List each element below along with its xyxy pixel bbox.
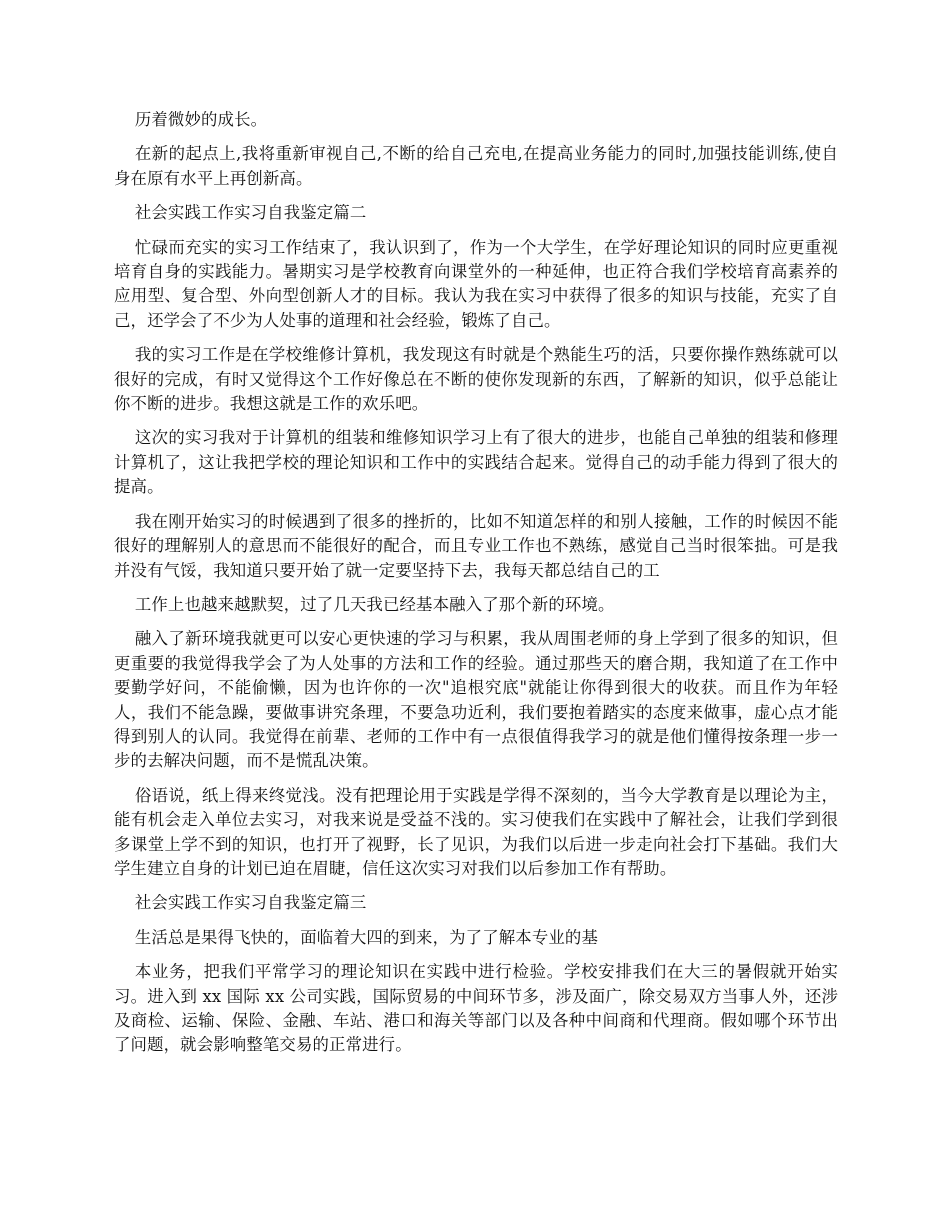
section-heading-part-three: 社会实践工作实习自我鉴定篇三 (134, 893, 367, 913)
paragraph-trade-internship: 本业务，把我们平常学习的理论知识在实践中进行检验。学校安排我们在大三的暑假就开始实习。进入到 xx 国际 xx 公司实践，国际贸易的中间环节多，涉及面广，除交易双方当事人外，还涉及商检、运输、保险、金融、车站、港口和海关等部门以及各种中间商和代理商。假如哪个环节出了问题，就会影响整笔交易的正常进行。 (114, 962, 838, 1055)
paragraph-internship-ended: 忙碌而充实的实习工作结束了，我认识到了，作为一个大学生，在学好理论知识的同时应更重视培育自身的实践能力。暑期实习是学校教育向课堂外的一种延伸，也正符合我们学校培育高素养的应用型、复合型、外向型创新人才的目标。我认为我在实习中获得了很多的知识与技能，充实了自己，还学会了不少为人处事的道理和社会经验，锻炼了自己。 (114, 237, 838, 330)
paragraph-early-setbacks: 我在刚开始实习的时候遇到了很多的挫折的，比如不知道怎样的和别人接触，工作的时候因不能很好的理解别人的意思而不能很好的配合，而且专业工作也不熟练，感觉自己当时很笨拙。可是我并没有气馁，我知道只要开始了就一定要坚持下去，我每天都总结自己的工 (114, 511, 838, 580)
section-heading-part-two: 社会实践工作实习自我鉴定篇二 (134, 203, 367, 223)
paragraph-growth-ending: 历着微妙的成长。 (134, 110, 268, 129)
paragraph-senior-year: 生活总是果得飞快的，面临着大四的到来，为了了解本专业的基 (134, 927, 598, 947)
paragraph-assembly-progress: 这次的实习我对于计算机的组装和维修知识学习上有了很大的进步，也能自己单独的组装和修理计算机了，这让我把学校的理论知识和工作中的实践结合起来。觉得自己的动手能力得到了很大的提高。 (114, 428, 838, 497)
paragraph-computer-repair-work: 我的实习工作是在学校维修计算机，我发现这有时就是个熟能生巧的活，只要你操作熟练就可以很好的完成，有时又觉得这个工作好像总在不断的使你发现新的东西，了解新的知识，似乎总能让你不断的进步。我想这就是工作的欢乐吧。 (114, 345, 838, 414)
paragraph-theory-and-practice: 俗语说，纸上得来终觉浅。没有把理论用于实践是学得不深刻的，当今大学教育是以理论为主，能有机会走入单位去实习，对我来说是受益不浅的。实习使我们在实践中了解社会，让我们学到很多课堂上学不到的知识，也打开了视野，长了见识，为我们以后进一步走向社会打下基础。我们大学生建立自身的计划已迫在眉睫，信任这次实习对我们以后参加工作有帮助。 (114, 785, 838, 878)
paragraph-new-starting-point: 在新的起点上,我将重新审视自己,不断的给自己充电,在提高业务能力的同时,加强技能训练,使自身在原有水平上再创新高。 (114, 144, 838, 188)
paragraph-work-rapport: 工作上也越来越默契，过了几天我已经基本融入了那个新的环境。 (134, 594, 615, 614)
document-page (114, 108, 838, 1068)
paragraph-new-environment: 融入了新环境我就更可以安心更快速的学习与积累，我从周围老师的身上学到了很多的知识，但更重要的我觉得我学会了为人处事的方法和工作的经验。通过那些天的磨合期，我知道了在工作中要勤学好问，不能偷懒，因为也许你的一次"追根究底"就能让你得到很大的收获。而且作为年轻人，我们不能急躁，要做事讲究条理，不要急功近利，我们要抱着踏实的态度来做事，虚心点才能得到别人的认同。我觉得在前辈、老师的工作中有一点很值得我学习的就是他们懂得按条理一步一步的去解决问题，而不是慌乱决策。 (114, 629, 838, 771)
